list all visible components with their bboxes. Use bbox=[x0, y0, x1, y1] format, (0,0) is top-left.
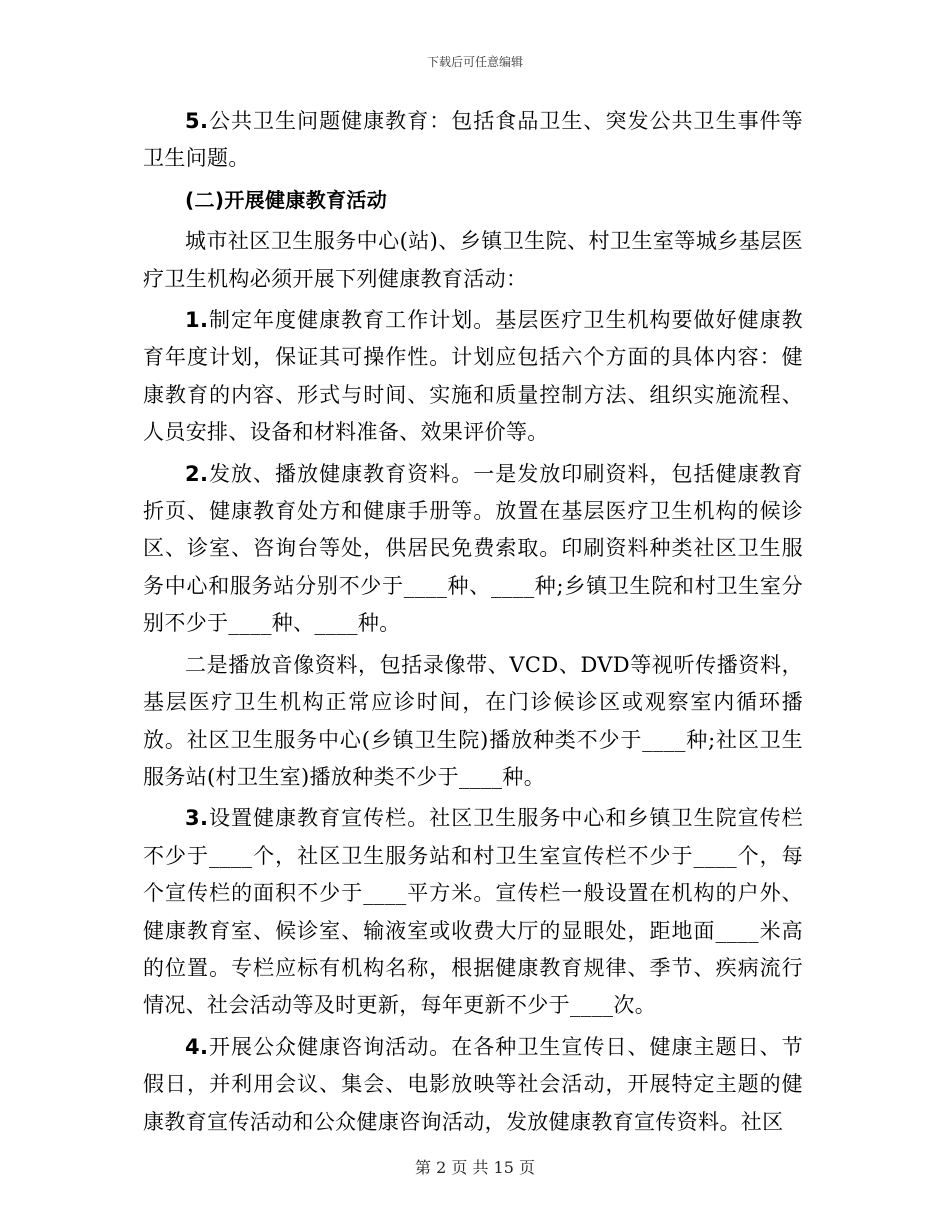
paragraph-public-health-education bbox=[143, 103, 803, 178]
item-number: 1. bbox=[185, 308, 209, 333]
section-heading: (二)开展健康教育活动 bbox=[185, 187, 388, 212]
paragraph-consultation bbox=[143, 1029, 803, 1141]
paragraph-av-materials: 二是播放音像资料，包括录像带、VCD、DVD等视听传播资料，基层医疗卫生机构正常应诊时间，在门诊候诊区或观察室内循环播放。社区卫生服务中心(乡镇卫生院)播放种类不少于____种;社区卫生服务站(村卫生室)播放种类不少于____种。 bbox=[143, 652, 803, 789]
paragraph-intro: 城市社区卫生服务中心(站)、乡镇卫生院、村卫生室等城乡基层医疗卫生机构必须开展下列健康教育活动： bbox=[143, 229, 803, 291]
item-number: 4. bbox=[185, 1034, 209, 1059]
page-footer: 第 2 页 共 15 页 bbox=[415, 1158, 535, 1177]
paragraph-annual-plan bbox=[143, 302, 803, 452]
paragraph-text: 制定年度健康教育工作计划。基层医疗卫生机构要做好健康教育年度计划，保证其可操作性。计划应包括六个方面的具体内容：健康教育的内容、形式与时间、实施和质量控制方法、组织实施流程、人员安排、设备和材料准备、效果评价等。 bbox=[143, 308, 803, 445]
paragraph-materials bbox=[143, 456, 803, 643]
paragraph-bulletin-board bbox=[143, 800, 803, 1024]
paragraph-text: 发放、播放健康教育资料。一是发放印刷资料，包括健康教育折页、健康教育处方和健康手册等。放置在基层医疗卫生机构的候诊区、诊室、咨询台等处，供居民免费索取。印刷资料种类社区卫生服务中心和服务站分别不少于____种、____种;乡镇卫生院和村卫生室分别不少于____种、____种。 bbox=[143, 461, 803, 636]
item-number: 5. bbox=[185, 109, 209, 133]
page-header: 下载后可任意编辑 bbox=[426, 55, 523, 69]
paragraph-text: 公共卫生问题健康教育：包括食品卫生、突发公共卫生事件等卫生问题。 bbox=[143, 109, 803, 171]
document-body bbox=[143, 103, 803, 1145]
paragraph-text: 开展公众健康咨询活动。在各种卫生宣传日、健康主题日、节假日，并利用会议、集会、电影放映等社会活动，开展特定主题的健康教育宣传活动和公众健康咨询活动，发放健康教育宣传资料。社区 bbox=[143, 1034, 803, 1134]
item-number: 3. bbox=[185, 806, 209, 831]
paragraph-text: 设置健康教育宣传栏。社区卫生服务中心和乡镇卫生院宣传栏不少于____个，社区卫生服务站和村卫生室宣传栏不少于____个，每个宣传栏的面积不少于____平方米。宣传栏一般设置在机构的户外、健康教育室、候诊室、输液室或收费大厅的显眼处，距地面____米高的位置。专栏应标有机构名称，根据健康教育规律、季节、疾病流行情况、社会活动等及时更新，每年更新不少于____次。 bbox=[143, 806, 803, 1018]
item-number: 2. bbox=[185, 461, 209, 486]
